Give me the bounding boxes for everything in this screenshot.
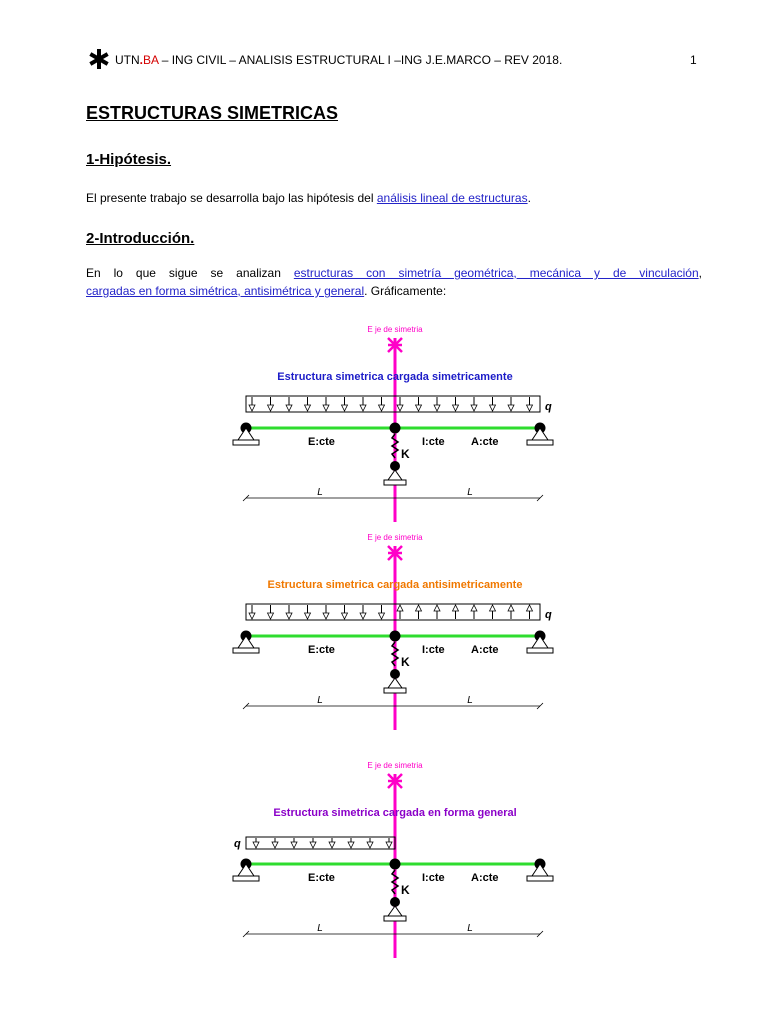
- spring-support-base: [384, 688, 406, 693]
- support-triangle: [532, 428, 548, 440]
- load-arrow-head: [453, 605, 459, 611]
- load-arrow-head: [379, 405, 385, 411]
- load-arrow-head: [291, 842, 297, 848]
- load-arrow-head: [253, 842, 259, 848]
- diagram-general: [228, 752, 568, 960]
- section2-text-end: . Gráficamente:: [364, 284, 447, 298]
- support-triangle: [238, 428, 254, 440]
- load-arrow-head: [323, 613, 329, 619]
- header-ba: BA: [143, 53, 159, 67]
- section1-paragraph: [86, 189, 702, 207]
- load-arrow-head: [434, 405, 440, 411]
- distributed-load: [246, 604, 552, 621]
- A-label: A:cte: [471, 644, 499, 656]
- load-label: q: [545, 401, 552, 413]
- header-text: [115, 53, 562, 67]
- spring-support-triangle: [388, 470, 402, 480]
- load-arrow-head: [490, 405, 496, 411]
- L-left-label: L: [317, 487, 323, 498]
- page-header: [88, 48, 708, 74]
- I-label: I:cte: [422, 644, 445, 656]
- spring-label: K: [401, 655, 410, 669]
- header-rest: – ING CIVIL – ANALISIS ESTRUCTURAL I –ING J.E.MARCO – REV 2018.: [158, 53, 563, 67]
- L-left-label: L: [317, 923, 323, 934]
- figure-title: Estructura simetrica cargada antisimetricamente: [267, 579, 523, 591]
- load-arrow-head: [286, 613, 292, 619]
- page-number: 1: [690, 53, 697, 67]
- load-arrow-head: [360, 613, 366, 619]
- spring-label: K: [401, 447, 410, 461]
- section1-heading: 1-Hipótesis.: [86, 151, 172, 168]
- L-left-label: L: [317, 695, 323, 706]
- support-base: [527, 648, 553, 653]
- right-support: [527, 423, 553, 446]
- support-triangle: [238, 864, 254, 876]
- load-arrow-head: [508, 605, 514, 611]
- right-support: [527, 631, 553, 654]
- load-arrow-head: [323, 405, 329, 411]
- support-base: [233, 648, 259, 653]
- support-base: [233, 440, 259, 445]
- load-arrow-head: [453, 405, 459, 411]
- axis-label: E je de simetria: [367, 325, 423, 334]
- load-arrow-head: [397, 405, 403, 411]
- E-label: E:cte: [308, 644, 335, 656]
- load-arrow-head: [305, 405, 311, 411]
- left-support: [233, 423, 259, 446]
- center-node: [390, 859, 401, 870]
- load-arrow-head: [527, 405, 533, 411]
- axis-label: E je de simetria: [367, 533, 423, 542]
- A-label: A:cte: [471, 872, 499, 884]
- support-triangle: [532, 864, 548, 876]
- page-title: ESTRUCTURAS SIMETRICAS: [86, 103, 339, 123]
- spring-support-base: [384, 480, 406, 485]
- load-arrow-head: [434, 605, 440, 611]
- figure-antisymmetric: [228, 524, 568, 737]
- E-label: E:cte: [308, 872, 335, 884]
- load-arrow-head: [416, 605, 422, 611]
- load-arrow-head: [305, 613, 311, 619]
- load-arrow-head: [386, 842, 392, 848]
- diagram-antisymmetric: [228, 524, 568, 732]
- load-arrow-head: [397, 605, 403, 611]
- figure-title: Estructura simetrica cargada simetricamente: [277, 371, 513, 383]
- link-estructuras-simetria[interactable]: estructuras con simetría geométrica, mecánica y de vinculación: [293, 266, 699, 280]
- load-arrow-head: [490, 605, 496, 611]
- load-arrow-head: [249, 613, 255, 619]
- spring-support-base: [384, 916, 406, 921]
- left-support: [233, 859, 259, 882]
- header-dot: .: [139, 53, 144, 67]
- load-arrow-head: [286, 405, 292, 411]
- load-arrow-head: [310, 842, 316, 848]
- L-right-label: L: [467, 487, 473, 498]
- spring-support-triangle: [388, 906, 402, 916]
- load-arrow-head: [329, 842, 335, 848]
- distributed-load: [246, 396, 552, 413]
- section2-line2: [86, 282, 702, 300]
- figure-general: [228, 752, 568, 965]
- support-base: [233, 876, 259, 881]
- load-arrow-head: [508, 405, 514, 411]
- link-analisis-lineal[interactable]: análisis lineal de estructuras: [376, 191, 528, 205]
- axis-label: E je de simetria: [367, 761, 423, 770]
- link-cargadas[interactable]: cargadas en forma simétrica, antisimétrica y general: [86, 284, 365, 298]
- load-arrow-head: [360, 405, 366, 411]
- section2-line1: [86, 264, 702, 282]
- section1-text-end: .: [527, 191, 531, 205]
- load-arrow-head: [379, 613, 385, 619]
- load-arrow-head: [471, 405, 477, 411]
- load-arrow-head: [268, 405, 274, 411]
- load-arrow-head: [348, 842, 354, 848]
- support-base: [527, 876, 553, 881]
- figure-title: Estructura simetrica cargada en forma general: [273, 807, 517, 819]
- section1-text: El presente trabajo se desarrolla bajo las hipótesis del: [86, 191, 377, 205]
- support-triangle: [238, 636, 254, 648]
- right-support: [527, 859, 553, 882]
- distributed-load: [234, 837, 395, 850]
- load-arrow-head: [272, 842, 278, 848]
- spring-support-triangle: [388, 678, 402, 688]
- load-arrow-head: [342, 405, 348, 411]
- L-right-label: L: [467, 923, 473, 934]
- center-node: [390, 631, 401, 642]
- load-arrow-head: [342, 613, 348, 619]
- load-arrow-head: [416, 405, 422, 411]
- I-label: I:cte: [422, 436, 445, 448]
- load-arrow-head: [249, 405, 255, 411]
- L-right-label: L: [467, 695, 473, 706]
- figure-symmetric: [228, 316, 568, 529]
- left-support: [233, 631, 259, 654]
- load-arrow-head: [471, 605, 477, 611]
- center-node: [390, 423, 401, 434]
- section2-text: En lo que sigue se analizan: [86, 266, 294, 280]
- load-arrow-head: [268, 613, 274, 619]
- spring-label: K: [401, 883, 410, 897]
- utn-logo-icon: [88, 48, 110, 70]
- support-base: [527, 440, 553, 445]
- header-utn: UTN: [115, 53, 140, 67]
- load-arrow-head: [367, 842, 373, 848]
- support-triangle: [532, 636, 548, 648]
- A-label: A:cte: [471, 436, 499, 448]
- section2-heading: 2-Introducción.: [86, 230, 195, 247]
- load-arrow-head: [527, 605, 533, 611]
- section2-comma: ,: [698, 266, 702, 280]
- I-label: I:cte: [422, 872, 445, 884]
- diagram-symmetric: [228, 316, 568, 524]
- load-label: q: [545, 609, 552, 621]
- load-label: q: [234, 838, 241, 850]
- E-label: E:cte: [308, 436, 335, 448]
